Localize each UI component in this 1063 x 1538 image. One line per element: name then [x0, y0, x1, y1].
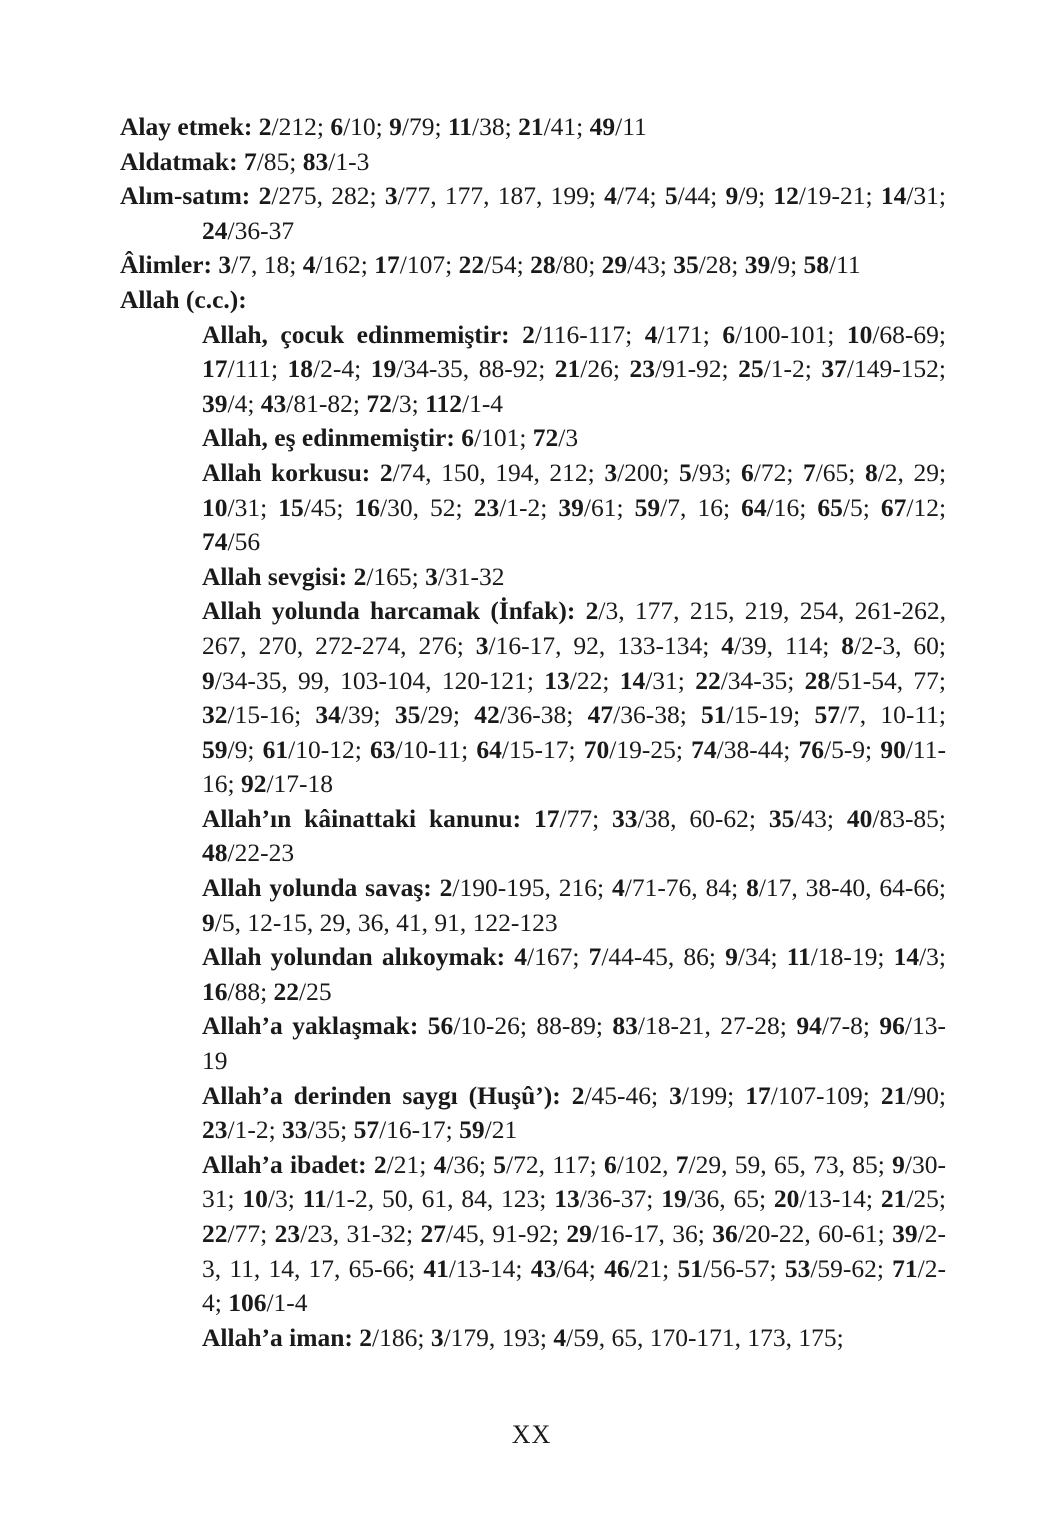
index-subentry	[202, 318, 946, 422]
chapter-number: 9	[725, 181, 739, 211]
chapter-number: 29	[601, 250, 628, 280]
chapter-number: 2	[439, 873, 453, 903]
chapter-number: 43	[260, 388, 287, 418]
chapter-number: 61	[262, 734, 289, 764]
chapter-number: 12	[773, 181, 799, 211]
chapter-number: 13	[544, 665, 570, 695]
chapter-number: 57	[353, 1115, 380, 1145]
chapter-number: 19	[661, 1184, 687, 1214]
chapter-number: 22	[458, 250, 485, 280]
chapter-number: 3	[669, 1080, 682, 1110]
entry-heading: Allah’a derinden saygı (Huşû’):	[202, 1080, 561, 1110]
chapter-number: 16	[354, 492, 380, 522]
entry-heading: Allah’a iman:	[202, 1322, 353, 1352]
chapter-number: 10	[242, 1184, 268, 1214]
chapter-number: 2	[258, 181, 272, 211]
chapter-number: 36	[712, 1219, 738, 1248]
chapter-number: 3	[384, 181, 398, 211]
chapter-number: 5	[493, 1149, 507, 1179]
chapter-number: 21	[518, 112, 544, 141]
chapter-number: 9	[725, 942, 738, 972]
chapter-number: 17	[745, 1080, 771, 1110]
entry-heading: Allah yolundan alıkoymak:	[202, 942, 506, 972]
chapter-number: 67	[880, 492, 907, 522]
chapter-number: 94	[796, 1011, 822, 1041]
chapter-number: 74	[691, 734, 717, 764]
entry-references: 2/190-195, 216; 4/71-76, 84; 8/17, 38-40, 64-66; 9/5, 12-15, 29, 36, 41, 91, 122-123	[202, 873, 946, 937]
index-subentry	[202, 421, 946, 456]
chapter-number: 14	[619, 665, 646, 695]
chapter-number: 53	[784, 1253, 811, 1283]
chapter-number: 39	[744, 250, 771, 280]
index-subentry	[202, 560, 946, 595]
chapter-number: 11	[447, 112, 473, 141]
chapter-number: 57	[814, 700, 840, 730]
chapter-number: 22	[202, 1219, 228, 1248]
chapter-number: 2	[258, 112, 272, 141]
chapter-number: 4	[644, 319, 658, 349]
chapter-number: 39	[892, 1219, 918, 1248]
chapter-number: 8	[841, 630, 854, 660]
chapter-number: 9	[892, 1149, 905, 1179]
chapter-number: 4	[553, 1322, 567, 1352]
chapter-number: 2	[571, 1080, 585, 1110]
chapter-number: 70	[583, 734, 610, 764]
chapter-number: 21	[880, 1080, 907, 1110]
chapter-number: 63	[369, 734, 396, 764]
chapter-number: 2	[522, 319, 535, 349]
entry-heading: Allah’ın kâinattaki kanunu:	[202, 803, 522, 833]
entry-heading: Allah’a yaklaşmak:	[202, 1011, 419, 1041]
chapter-number: 11	[302, 1184, 327, 1214]
entry-heading: Allah korkusu:	[202, 457, 371, 487]
entry-references: 3/7, 18; 4/162; 17/107; 22/54; 28/80; 29/43; 35/28; 39/9; 58/11	[218, 250, 861, 280]
chapter-number: 10	[846, 319, 873, 349]
chapter-number: 39	[202, 388, 228, 418]
index-page	[120, 110, 946, 1355]
chapter-number: 2	[359, 1322, 373, 1352]
entry-references: 4/167; 7/44-45, 86; 9/34; 11/18-19; 14/3; 16/88; 22/25	[202, 942, 947, 1006]
chapter-number: 4	[721, 630, 734, 660]
page-number: XX	[511, 1420, 552, 1449]
chapter-number: 83	[302, 146, 329, 176]
entry-heading: Allah yolunda harcamak (İnfak):	[202, 596, 576, 626]
chapter-number: 33	[282, 1115, 308, 1145]
index-subentry	[202, 456, 946, 560]
index-entry	[120, 145, 946, 180]
chapter-number: 25	[738, 354, 764, 384]
chapter-number: 7	[243, 146, 257, 176]
chapter-number: 64	[476, 734, 502, 764]
chapter-number: 64	[741, 492, 767, 522]
chapter-number: 23	[473, 492, 500, 522]
chapter-number: 106	[228, 1288, 267, 1318]
chapter-number: 27	[420, 1219, 446, 1248]
chapter-number: 76	[798, 734, 824, 764]
index-entry	[120, 110, 946, 145]
chapter-number: 23	[274, 1219, 301, 1248]
chapter-number: 21	[880, 1184, 907, 1214]
entry-references: 17/77; 33/38, 60-62; 35/43; 40/83-85; 48/22-23	[202, 803, 947, 868]
entry-references: 7/85; 83/1-3	[243, 146, 370, 176]
chapter-number: 23	[629, 354, 655, 384]
index-subentry	[202, 1079, 946, 1148]
chapter-number: 47	[587, 700, 614, 730]
chapter-number: 7	[588, 942, 602, 972]
entry-heading: Alım-satım:	[120, 181, 251, 211]
chapter-number: 28	[530, 250, 556, 280]
chapter-number: 6	[722, 319, 736, 349]
chapter-number: 24	[202, 215, 228, 245]
chapter-number: 32	[202, 700, 228, 730]
chapter-number: 4	[611, 873, 625, 903]
chapter-number: 58	[803, 250, 830, 280]
chapter-number: 33	[612, 803, 638, 833]
chapter-number: 6	[461, 423, 474, 453]
entry-heading: Allah yolunda savaş:	[202, 873, 432, 903]
chapter-number: 13	[554, 1184, 580, 1214]
chapter-number: 17	[533, 803, 560, 833]
chapter-number: 5	[664, 181, 678, 211]
chapter-number: 65	[817, 492, 843, 522]
chapter-number: 14	[893, 942, 920, 972]
entry-references: 2/3, 177, 215, 219, 254, 261-262, 267, 270, 272-274, 276; 3/16-17, 92, 133-134; 4/39, 114; 8/2-3, 60; 9/34-35, 99, 103-104, 120-121; 13/22; 14/31; 22/34-35; 28/51-54, 77; 32/15-16; 34/39; 35/29; 42/36-38; 47/36-38; 51/15-19; 57/7, 10-11; 59/9; 61/10-12; 63/10-11; 64/15-17; 70/19-25; 74/38-44; 76/5-9; 90/11-16; 92/17-18	[202, 596, 947, 799]
chapter-number: 23	[202, 1115, 228, 1145]
chapter-number: 9	[389, 112, 402, 141]
chapter-number: 22	[273, 976, 300, 1006]
entry-references: 6/101; 72/3	[461, 423, 579, 453]
chapter-number: 92	[240, 769, 267, 799]
chapter-number: 4	[302, 250, 316, 280]
chapter-number: 9	[202, 665, 215, 695]
chapter-number: 34	[315, 700, 341, 730]
chapter-number: 6	[741, 457, 754, 487]
index-subentry	[202, 940, 946, 1009]
chapter-number: 56	[427, 1011, 454, 1041]
index-entry	[120, 248, 946, 283]
chapter-number: 28	[804, 665, 831, 695]
entry-heading: Allah sevgisi:	[202, 561, 348, 591]
chapter-number: 17	[202, 354, 228, 384]
chapter-number: 112	[425, 388, 462, 418]
chapter-number: 41	[423, 1253, 449, 1283]
chapter-number: 29	[566, 1219, 592, 1248]
chapter-number: 15	[278, 492, 304, 522]
chapter-number: 17	[374, 250, 400, 280]
chapter-number: 4	[433, 1149, 447, 1179]
chapter-number: 4	[604, 181, 617, 211]
chapter-number: 74	[202, 527, 228, 557]
index-subentry	[202, 871, 946, 940]
chapter-number: 3	[475, 630, 489, 660]
chapter-number: 21	[554, 354, 581, 384]
chapter-number: 59	[202, 734, 228, 764]
entry-references: 2/74, 150, 194, 212; 3/200; 5/93; 6/72; 7/65; 8/2, 29; 10/31; 15/45; 16/30, 52; 23/1-2; 39/61; 59/7, 16; 64/16; 65/5; 67/12; 74/56	[202, 457, 947, 557]
chapter-number: 6	[604, 1149, 617, 1179]
entry-references: 2/165; 3/31-32	[353, 561, 505, 591]
chapter-number: 3	[425, 561, 438, 591]
entry-heading: Allah’a ibadet:	[202, 1149, 367, 1179]
chapter-number: 16	[202, 976, 228, 1006]
chapter-number: 43	[530, 1253, 557, 1283]
chapter-number: 2	[353, 561, 367, 591]
entry-references: 2/45-46; 3/199; 17/107-109; 21/90; 23/1-2; 33/35; 57/16-17; 59/21	[202, 1080, 947, 1145]
chapter-number: 51	[701, 700, 727, 730]
index-subentry	[202, 802, 946, 871]
chapter-number: 90	[880, 734, 906, 764]
chapter-number: 83	[612, 1011, 638, 1041]
chapter-number: 9	[202, 907, 215, 937]
chapter-number: 2	[373, 1149, 387, 1179]
chapter-number: 4	[514, 942, 528, 972]
index-subentry	[202, 594, 946, 802]
chapter-number: 7	[802, 457, 816, 487]
chapter-number: 49	[589, 112, 616, 141]
entry-heading: Alay etmek:	[120, 112, 253, 141]
chapter-number: 7	[675, 1149, 689, 1179]
entry-references: 56/10-26; 88-89; 83/18-21, 27-28; 94/7-8; 96/13-19	[202, 1011, 946, 1076]
chapter-number: 3	[218, 250, 232, 280]
entry-references: 2/116-117; 4/171; 6/100-101; 10/68-69; 17/111; 18/2-4; 19/34-35, 88-92; 21/26; 23/91-92; 25/1-2; 37/149-152; 39/4; 43/81-82; 72/3; 112/1-4	[202, 319, 947, 418]
chapter-number: 8	[746, 873, 759, 903]
chapter-number: 59	[634, 492, 661, 522]
entry-references: 2/186; 3/179, 193; 4/59, 65, 170-171, 173, 175;	[359, 1322, 844, 1352]
chapter-number: 72	[366, 388, 392, 418]
entry-references: 2/21; 4/36; 5/72, 117; 6/102, 7/29, 59, 65, 73, 85; 9/30-31; 10/3; 11/1-2, 50, 61, 84, 123; 13/36-37; 19/36, 65; 20/13-14; 21/25; 22/77; 23/23, 31-32; 27/45, 91-92; 29/16-17, 36; 36/20-22, 60-61; 39/2-3, 11, 14, 17, 65-66; 41/13-14; 43/64; 46/21; 51/56-57; 53/59-62; 71/2-4; 106/1-4	[202, 1149, 947, 1318]
chapter-number: 37	[821, 354, 847, 384]
index-subentry	[202, 1321, 946, 1356]
chapter-number: 42	[474, 700, 500, 730]
index-entry	[120, 283, 946, 318]
chapter-number: 35	[394, 700, 421, 730]
entry-heading: Allah (c.c.):	[120, 284, 247, 314]
chapter-number: 18	[287, 354, 314, 384]
chapter-number: 59	[459, 1115, 485, 1145]
chapter-number: 96	[879, 1011, 905, 1041]
entry-heading: Allah, çocuk edinmemiştir:	[202, 319, 510, 349]
chapter-number: 48	[202, 838, 228, 868]
chapter-number: 51	[677, 1253, 703, 1283]
index-subentry	[202, 1009, 946, 1078]
chapter-number: 10	[202, 492, 228, 522]
chapter-number: 39	[558, 492, 584, 522]
chapter-number: 11	[786, 942, 811, 972]
chapter-number: 6	[330, 112, 344, 141]
chapter-number: 3	[430, 1322, 444, 1352]
index-entry	[120, 179, 946, 248]
chapter-number: 2	[379, 457, 393, 487]
chapter-number: 72	[532, 423, 559, 453]
entry-references: 2/275, 282; 3/77, 177, 187, 199; 4/74; 5/44; 9/9; 12/19-21; 14/31; 24/36-37	[202, 181, 947, 245]
chapter-number: 22	[695, 665, 721, 695]
chapter-number: 40	[846, 803, 873, 833]
entry-heading: Âlimler:	[120, 250, 213, 280]
chapter-number: 19	[370, 354, 397, 384]
chapter-number: 35	[768, 803, 795, 833]
chapter-number: 71	[892, 1253, 918, 1283]
chapter-number: 14	[880, 181, 907, 211]
entry-references: 2/212; 6/10; 9/79; 11/38; 21/41; 49/11	[258, 112, 647, 141]
index-subentry	[202, 1148, 946, 1321]
chapter-number: 46	[604, 1253, 630, 1283]
chapter-number: 20	[773, 1184, 800, 1214]
entry-heading: Allah, eş edinmemiştir:	[202, 423, 455, 453]
entry-heading: Aldatmak:	[120, 146, 238, 176]
chapter-number: 2	[585, 596, 599, 626]
chapter-number: 35	[673, 250, 699, 280]
chapter-number: 5	[679, 457, 692, 487]
chapter-number: 3	[604, 457, 618, 487]
chapter-number: 8	[864, 457, 878, 487]
